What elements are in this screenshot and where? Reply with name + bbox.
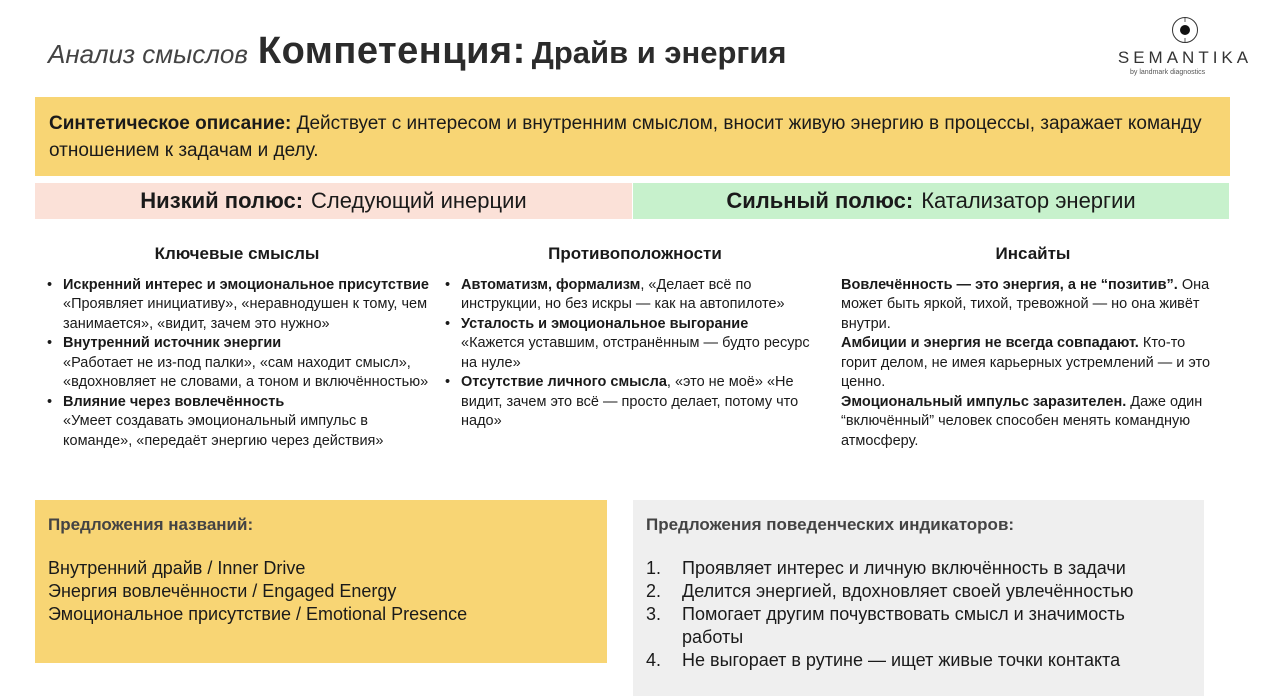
page-title: Компетенция: <box>257 30 526 72</box>
page-header <box>48 30 787 80</box>
page-subtitle: Драйв и энергия <box>531 35 787 70</box>
indicator-number: 3. <box>646 604 662 624</box>
high-pole-value: Катализатор энергии <box>921 188 1136 213</box>
list-item <box>45 393 429 452</box>
indicator-text: Проявляет интерес и личную включённость в задачи <box>682 558 1126 578</box>
item-title: Отсутствие личного смысла <box>461 374 667 390</box>
indicator-number: 2. <box>646 581 662 601</box>
insight-text: Даже один “включённый” человек способен менять командную атмосферу. <box>841 393 1203 449</box>
key-meanings-column <box>45 244 429 451</box>
opposites-column <box>443 244 827 432</box>
indicator-item <box>646 603 1191 649</box>
item-title: Усталость и эмоциональное выгорание <box>461 315 749 332</box>
insight-title: Амбиции и энергия не всегда совпадают. <box>841 335 1139 351</box>
logo-tagline: by landmark diagnostics <box>1130 69 1206 76</box>
indicator-item <box>646 580 1191 603</box>
logo-name: SEMANTIKA <box>1117 48 1253 67</box>
name-proposals <box>35 500 607 663</box>
name-ru: Эмоциональное присутствие / <box>48 604 302 624</box>
low-pole-label: Низкий полюс: <box>140 188 304 213</box>
list-item <box>443 315 827 374</box>
synthetic-label: Синтетическое описание: <box>49 113 292 134</box>
name-proposal <box>48 557 594 580</box>
synthetic-description <box>35 97 1230 176</box>
insights-heading: Инсайты <box>995 244 1071 263</box>
item-text: «Умеет создавать эмоциональный импульс в команде», «передаёт энергию через действия» <box>63 413 384 449</box>
insight-item <box>841 276 1225 335</box>
item-title: Искренний интерес и эмоциональное присутствие <box>63 276 429 293</box>
name-proposal <box>48 580 594 603</box>
item-text: , «Делает всё по инструкции, но без искры — как на автопилоте» <box>461 276 785 312</box>
item-title: Внутренний источник энергии <box>63 335 282 351</box>
low-pole-value: Следующий инерции <box>311 188 527 213</box>
list-item <box>443 276 827 315</box>
name-proposal <box>48 603 594 626</box>
behavioral-indicators <box>633 500 1204 696</box>
opposites-heading: Противоположности <box>548 244 722 263</box>
name-en: Emotional Presence <box>301 604 468 624</box>
key-meanings-heading: Ключевые смыслы <box>154 244 320 263</box>
low-pole <box>35 183 632 219</box>
name-en: Engaged Energy <box>257 581 397 601</box>
indicator-text: Не выгорает в рутине — ищет живые точки контакта <box>682 650 1121 670</box>
synthetic-text: Действует с интересом и внутренним смыслом, вносит живую энергию в процессы, заражает командy отношением к задачам и делу. <box>49 113 1202 161</box>
name-en: Inner Drive <box>212 558 306 578</box>
name-ru: Внутренний драйв / <box>48 558 213 578</box>
indicator-item <box>646 557 1191 580</box>
item-text: , «это не моё» «Не видит, зачем это всё — просто делает, потому что надо» <box>461 374 799 429</box>
logo-mark-icon <box>1171 16 1199 44</box>
insight-title: Вовлечённость — это энергия, а не “позитив”. <box>841 276 1178 293</box>
insights-column <box>841 244 1225 451</box>
list-item <box>45 334 429 393</box>
insight-text: Она может быть яркой, тихой, тревожной — но она живёт внутри. <box>841 276 1210 332</box>
indicator-number: 1. <box>646 558 662 578</box>
high-pole <box>633 183 1229 219</box>
indicators-heading: Предложения поведенческих индикаторов: <box>646 515 1015 534</box>
header-prefix: Анализ смыслов <box>48 39 248 69</box>
indicator-item <box>646 649 1191 672</box>
item-title: Влияние через вовлечённость <box>63 393 285 410</box>
item-text: «Кажется уставшим, отстранённым — будто ресурс на нуле» <box>461 335 810 371</box>
name-proposals-heading: Предложения названий: <box>48 515 254 534</box>
indicator-text: Помогает другим почувствовать смысл и значимость работы <box>682 604 1125 647</box>
item-text: «Работает не из-под палки», «сам находит смысл», «вдохновляет не словами, а тоном и включённостью» <box>63 354 429 390</box>
insight-item <box>841 393 1225 452</box>
name-ru: Энергия вовлечённости / <box>48 581 258 601</box>
indicator-number: 4. <box>646 650 662 670</box>
item-text: «Проявляет инициативу», «неравнодушен к тому, чем занимается», «видит, зачем это нужно» <box>63 296 428 332</box>
list-item <box>45 276 429 335</box>
high-pole-label: Сильный полюс: <box>726 188 914 213</box>
indicator-text: Делится энергией, вдохновляет своей увлечённостью <box>682 581 1134 601</box>
item-title: Автоматизм, формализм <box>461 276 641 293</box>
insight-title: Эмоциональный импульс заразителен. <box>841 393 1127 410</box>
logo <box>1112 16 1258 76</box>
list-item <box>443 373 827 432</box>
insight-item <box>841 334 1225 393</box>
insight-text: Кто-то горит делом, не имея карьерных устремлений — и это ценно. <box>841 335 1211 390</box>
